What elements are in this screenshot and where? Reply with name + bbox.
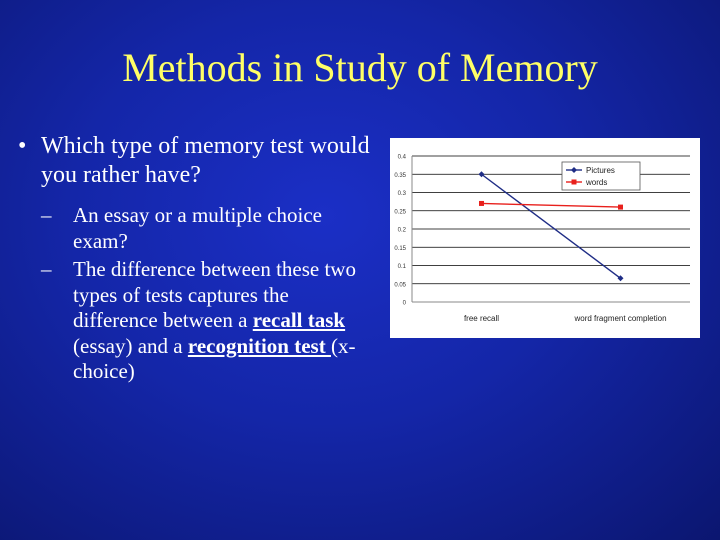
x-tick-label: free recall — [463, 314, 500, 323]
y-tick-label: 0.15 — [394, 245, 406, 252]
slide-title: Methods in Study of Memory — [122, 45, 598, 90]
dash-glyph: – — [41, 257, 52, 281]
x-tick-label: word fragment completion — [574, 314, 667, 323]
sub-bullet-2-text — [73, 257, 356, 383]
y-tick-label: 0.4 — [397, 154, 406, 161]
chart-canvas — [390, 138, 700, 338]
legend-marker — [572, 180, 577, 185]
bullet-glyph: • — [18, 133, 27, 159]
y-tick-label: 0.3 — [397, 191, 406, 197]
series-line — [482, 203, 621, 207]
y-tick-label: 0.2 — [397, 227, 406, 234]
dash-glyph: – — [41, 203, 52, 227]
data-point — [618, 205, 623, 210]
y-tick-label: 0.35 — [394, 172, 406, 179]
bullet-text: Which type of memory test would you rather have? — [41, 133, 370, 188]
legend-label: Pictures — [586, 166, 615, 175]
y-tick-label: 0.05 — [394, 282, 406, 289]
data-point — [479, 201, 484, 206]
recall-task-term: recall task — [252, 308, 346, 332]
line-chart — [390, 138, 700, 338]
sub-bullet-2-text-a: The difference between these two types of tests captures the difference between a — [73, 257, 356, 332]
sub-bullet-1 — [18, 203, 378, 254]
sub-bullet-2-text-b: (essay) and a — [73, 333, 188, 358]
y-tick-label: 0.1 — [397, 264, 406, 270]
sub-bullet-2-text-c: (x-choice) — [73, 333, 356, 383]
recognition-test-term: recognition test — [187, 333, 331, 358]
slide-content — [18, 132, 378, 385]
y-tick-label: 0.25 — [394, 209, 406, 216]
bullet-item — [18, 132, 378, 190]
y-tick-label: 0 — [402, 300, 406, 307]
sub-bullet-2 — [18, 257, 378, 385]
sub-bullet-1-text: An essay or a multiple choice exam? — [73, 203, 323, 253]
legend-label: words — [586, 178, 608, 187]
